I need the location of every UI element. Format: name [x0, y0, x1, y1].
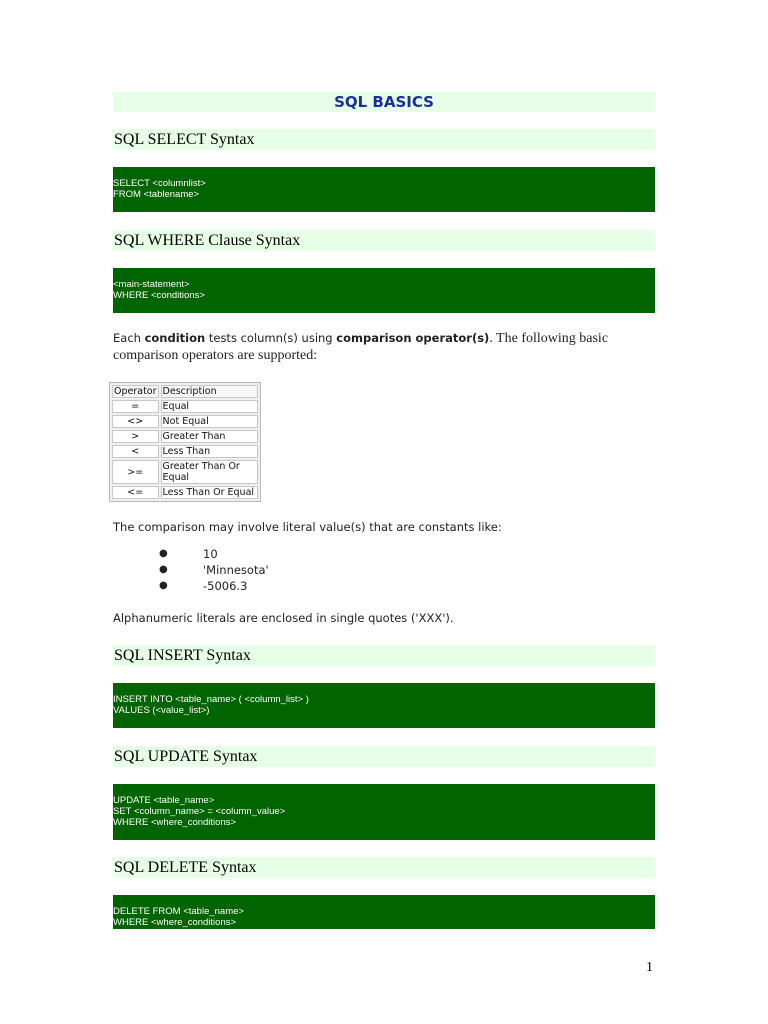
- table-row: [112, 460, 258, 484]
- description-cell: Greater Than Or Equal: [161, 460, 258, 484]
- header-description: Description: [161, 385, 258, 398]
- document-title: SQL BASICS: [113, 92, 655, 112]
- code-line: FROM <tablename>: [113, 189, 200, 200]
- description-cell: Less Than: [161, 445, 258, 458]
- code-line: UPDATE <table_name>: [113, 795, 215, 806]
- literal-value: -5006.3: [203, 579, 248, 593]
- code-line: SET <column_name> = <column_value>: [113, 806, 286, 817]
- intro-bold-operators: comparison operator(s): [336, 331, 490, 345]
- code-line: VALUES (<value_list>): [113, 705, 210, 716]
- document-content: [113, 92, 655, 929]
- table-row: [112, 445, 258, 458]
- intro-text: . The following basic: [489, 331, 609, 346]
- bullet-icon: ●: [159, 564, 168, 575]
- code-line: DELETE FROM <table_name>: [113, 906, 244, 917]
- table-row: [112, 430, 258, 443]
- bullet-icon: ●: [159, 580, 168, 591]
- description-cell: Less Than Or Equal: [161, 486, 258, 499]
- intro-text: tests column(s) using: [205, 331, 337, 345]
- literals-note: Alphanumeric literals are enclosed in single quotes ('XXX').: [113, 611, 454, 625]
- select-code-block: [113, 167, 655, 212]
- operator-cell: <=: [112, 486, 159, 499]
- operators-intro-paragraph: [113, 330, 655, 364]
- literal-value: 10: [203, 547, 218, 561]
- code-line: SELECT <columnlist>: [113, 178, 206, 189]
- literal-value: 'Minnesota': [203, 563, 269, 577]
- code-line: WHERE <where_conditions>: [113, 917, 237, 928]
- table-header-row: [112, 385, 258, 398]
- insert-heading: SQL INSERT Syntax: [113, 645, 655, 666]
- table-row: [112, 415, 258, 428]
- bullet-icon: ●: [159, 548, 168, 559]
- code-line: WHERE <conditions>: [113, 290, 205, 301]
- intro-text-line2: comparison operators are supported:: [113, 348, 318, 363]
- code-line: <main-statement>: [113, 279, 190, 290]
- table-row: [112, 400, 258, 413]
- list-item: [113, 578, 655, 594]
- insert-code-block: [113, 683, 655, 728]
- update-code-block: [113, 784, 655, 840]
- code-line: INSERT INTO <table_name> ( <column_list> ): [113, 694, 309, 705]
- where-code-block: [113, 268, 655, 313]
- select-heading: SQL SELECT Syntax: [113, 129, 655, 150]
- delete-code-block: [113, 895, 655, 929]
- intro-bold-condition: condition: [144, 331, 206, 345]
- where-heading: SQL WHERE Clause Syntax: [113, 230, 655, 251]
- description-cell: Not Equal: [161, 415, 258, 428]
- literals-intro: The comparison may involve literal value(s) that are constants like:: [113, 520, 502, 534]
- operator-cell: >: [112, 430, 159, 443]
- table-row: [112, 486, 258, 499]
- update-heading: SQL UPDATE Syntax: [113, 746, 655, 767]
- list-item: [113, 562, 655, 578]
- operator-cell: >=: [112, 460, 159, 484]
- header-operator: Operator: [114, 386, 157, 397]
- description-cell: Greater Than: [161, 430, 258, 443]
- intro-text: Each: [113, 331, 145, 345]
- operator-cell: =: [112, 400, 159, 413]
- page-number: 1: [646, 960, 653, 975]
- literals-list: [113, 546, 655, 594]
- operator-cell: <: [112, 445, 159, 458]
- code-line: WHERE <where_conditions>: [113, 817, 237, 828]
- delete-heading: SQL DELETE Syntax: [113, 857, 655, 878]
- operator-cell: <>: [112, 415, 159, 428]
- list-item: [113, 546, 655, 562]
- operators-table: [109, 382, 261, 502]
- description-cell: Equal: [161, 400, 258, 413]
